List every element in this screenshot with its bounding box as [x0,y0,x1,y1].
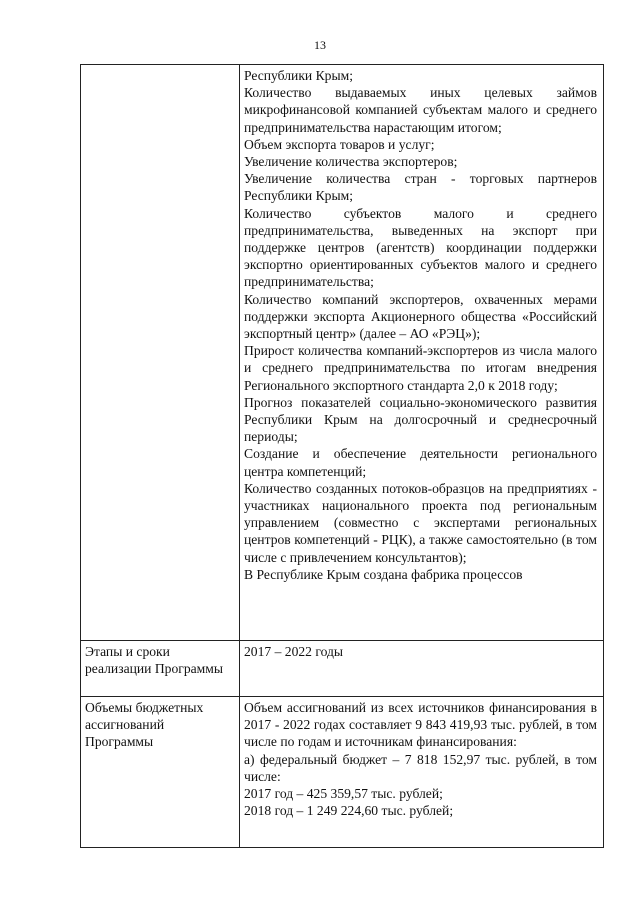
program-passport-table [80,64,604,848]
paragraph: Количество субъектов малого и среднего предпринимательства, выведенных на экспорт при поддержке центров (агентств) координации поддержки экспортно ориентированных субъектов малого и среднего предпринимательства; [244,205,597,290]
row-content [240,65,604,641]
paragraph: В Республике Крым создана фабрика процессов [244,566,523,582]
row-label: Этапы и сроки реализации Программы [81,641,240,697]
table-row-budget [81,697,604,848]
page-number: 13 [314,38,326,52]
paragraph: Объем ассигнований из всех источников финансирования в 2017 - 2022 годах составляет 9 843 419,93 тыс. рублей, в том числе по годам и источникам финансирования: [244,700,597,750]
paragraph: Количество компаний экспортеров, охваченных мерами поддержки экспорта Акционерного общества «Российский экспортный центр» (далее – АО «РЭЦ»); [244,291,597,342]
paragraph: Увеличение количества стран - торговых партнеров Республики Крым; [244,171,597,204]
paragraph: Прирост количества компаний-экспортеров из числа малого и среднего предпринимательства по итогам внедрения Регионального экспортного стандарта 2,0 к 2018 году; [244,343,597,393]
row-content [240,641,604,697]
paragraph: Создание и обеспечение деятельности регионального центра компетенций; [244,446,597,479]
paragraph: 2018 год – 1 249 224,60 тыс. рублей; [244,803,454,819]
paragraph: Увеличение количества экспортеров; [244,154,458,170]
table-row-stages [81,641,604,697]
paragraph: Объем экспорта товаров и услуг; [244,136,435,152]
row-label [81,65,240,641]
paragraph: 2017 год – 425 359,57 тыс. рублей; [244,786,443,802]
paragraph: Прогноз показателей социально-экономического развития Республики Крым на долгосрочный и среднесрочный периоды; [244,394,597,445]
paragraph: Количество выдаваемых иных целевых займов микрофинансовой компанией субъектам малого и среднего предпринимательства нарастающим итогом; [244,85,597,135]
paragraph: Республики Крым; [244,68,353,83]
row-content [240,697,604,848]
paragraph: 2017 – 2022 годы [244,644,344,659]
row-label: Объемы бюджетных ассигнований Программы [81,697,240,848]
paragraph: а) федеральный бюджет – 7 818 152,97 тыс. рублей, в том числе: [244,751,597,784]
paragraph: Количество созданных потоков-образцов на предприятиях - участниках национального проекта под региональным управлением (совместно с экспертами региональных центров компетенций - РЦК), а также самостоятельно (в том числе с привлечением консультантов); [244,480,597,565]
table-row-indicators [81,65,604,641]
